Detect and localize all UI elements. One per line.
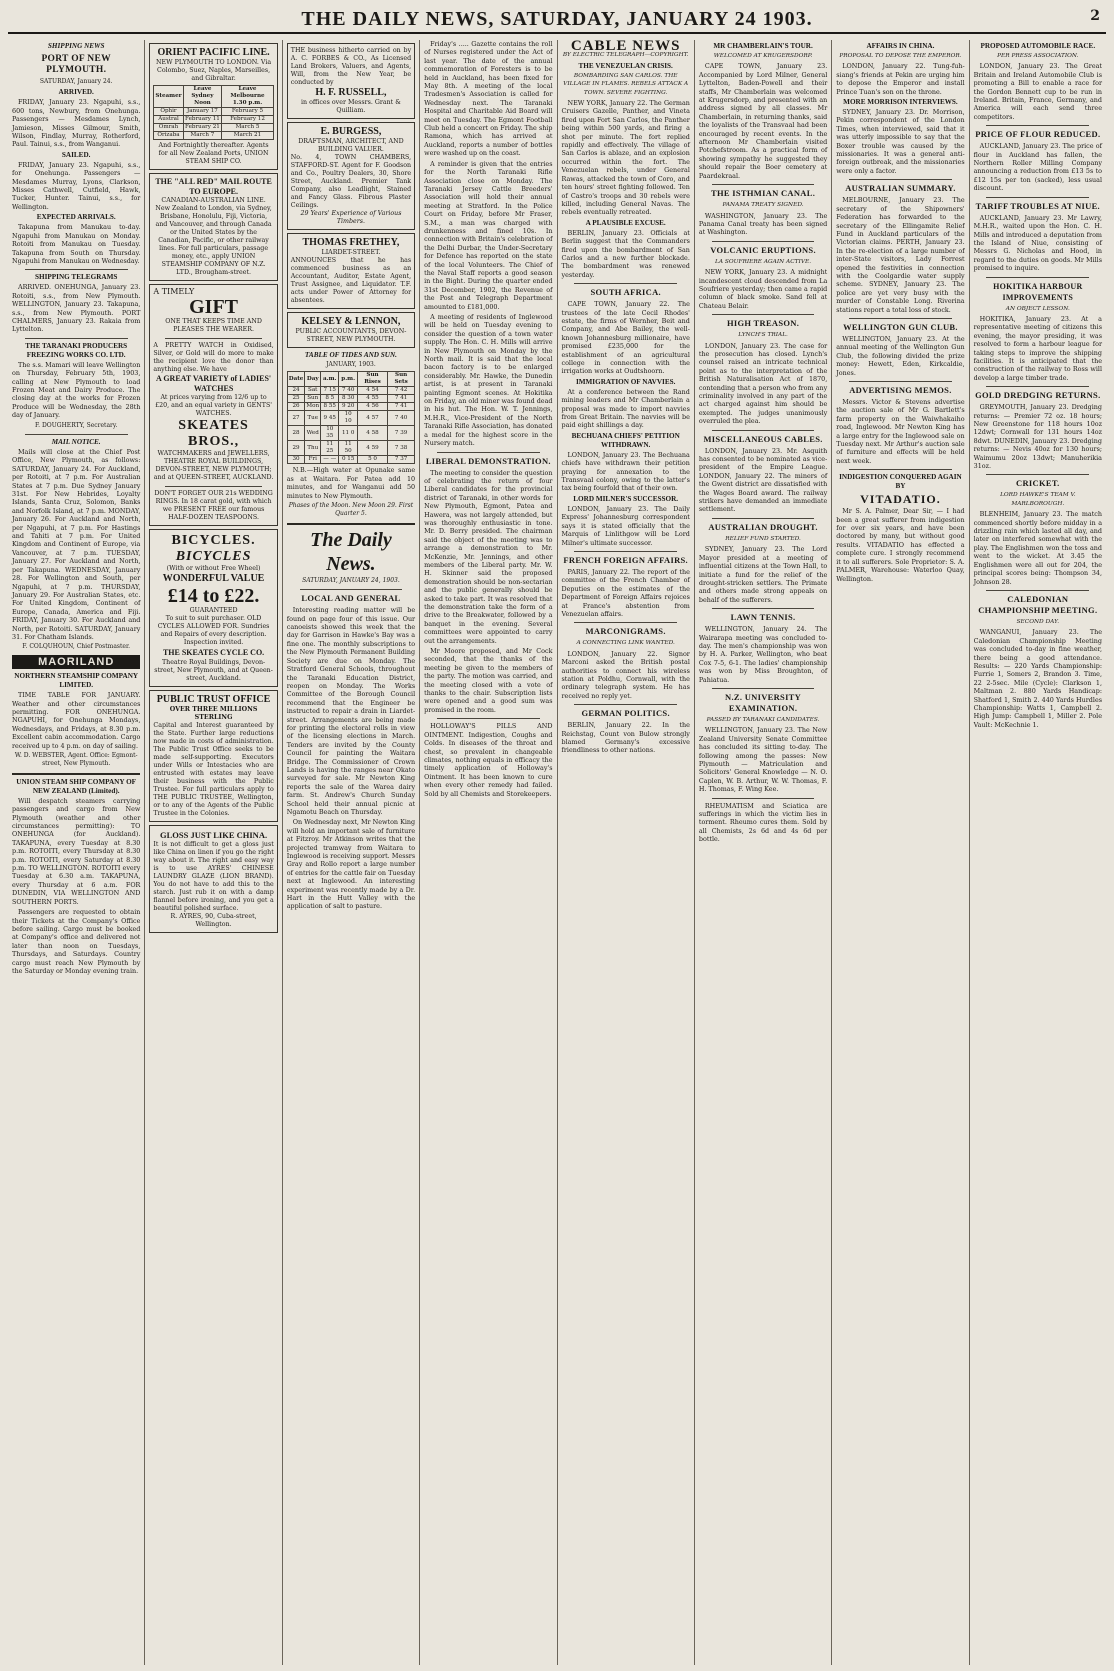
orient-table-cell: February 11: [185, 116, 220, 122]
treason-text: LONDON, January 23. The case for the prosecution has closed. Lynch's counsel raised an intricate technical point as to the interpretation of the British Naturalisation Act of 1870, contending that a person who from any criminality involved in any part of the act charged against him should be exempted. The judges unanimously overruled the plea.: [698, 341, 828, 426]
gift-prices: At prices varying from 12/6 up to £20, and an equal variety in GENTS' WATCHES.: [155, 394, 272, 417]
dateline: SATURDAY, January 24.: [39, 78, 113, 85]
gift-body: A PRETTY WATCH in Oxidised, Silver, or Gold will do more to make the recipient love the donor than anything else. We have: [153, 342, 274, 373]
tides-cell: 9 20: [339, 403, 357, 411]
morrison-heading: MORE MORRISON INTERVIEWS.: [843, 98, 958, 107]
burgess-text: No. 4, TOWN CHAMBERS, STAFFORD-ST. Agent for F. Goodson and Co., Poultry Dealers, 30, Shore Street, Auckland. Premier Tank Company, also Leadlight, Stained and Fancy Glass. Fibrous Plaster Ceilings.: [290, 154, 412, 209]
tides-cell: 10 10: [339, 411, 357, 426]
drought-text: SYDNEY, January 23. The Lord Mayor presided at a meeting of influential citizens at the Town Hall, to initiate a fund for the relief of the drought-stricken settlers. The Primate and others made strong appeals on behalf of the sufferers.: [698, 545, 828, 604]
gloss-text: It is not difficult to get a gloss just like China on linen if you go the right way about it. The right and easy way is to use AYRES' CHINESE LAUNDRY GLAZE (LION BRAND). You do not have to add this to the starch. Just rub it on with a damp flannel before ironing, and you get a beautiful polished surface.: [153, 841, 274, 912]
orient-note: And Fortnightly thereafter. Agents for all New Zealand Ports, UNION STEAM SHIP CO.: [158, 142, 269, 165]
tides-cell: 7 39: [388, 426, 415, 441]
divider: [712, 184, 815, 185]
tides-cell: 25: [287, 395, 305, 403]
tides-cell: Wed: [305, 426, 321, 441]
university-sub: PASSED BY TARANAKI CANDIDATES.: [706, 716, 820, 723]
vitadatio-heading: VITADATIO.: [860, 492, 941, 507]
chamberlain-text: CAPE TOWN, January 23. Accompanied by Lord Milner, General Lyttelton, Baden-Powell and their staffs, Mr Chamberlain was welcomed at Krugersdorp, and presented with an address signed by all classes. Mr Chamberlain, in returning thanks, said the loyalists of the Transvaal had been encouraged by recent events. In the afternoon Mr Chamberlain visited Potchefstroom. As a practical form of showing sympathy he suggested they should repair the Boer cemetery at Paardekraal.: [698, 62, 828, 180]
mail-signature: F. COLQUHOUN, Chief Postmaster.: [22, 643, 131, 651]
divider: [712, 608, 815, 609]
cricket-text: BLENHEIM, January 23. The match commenced shortly before midday in a drizzling rain which lasted all day, and later on interfered somewhat with the play. The Englishmen won the toss and went to the wicket. At 3.45 the Englishmen were all out for 204, the principal scores being: Thompson 34, Johnson 28.: [973, 510, 1102, 586]
tides-cell: 4 57: [357, 411, 387, 426]
navvies-heading: IMMIGRATION OF NAVVIES.: [575, 377, 676, 386]
news-paragraph-3: A meeting of residents of Inglewood will be held on Tuesday evening to consider the question of a town water supply. The Hon. C. H. Mills will arrive in New Plymouth on Monday by the North mail. It is said that the local bacon factory is to be enlarged considerably. Mr. Hawke, the Dunedin artist, is at present in Taranaki painting Egmont scenes. At Hokitika on Friday, an old miner was found dead in his hut. The Hon. W. T. Jennings, M.H.R., Vice-President of the North Taranaki Rifle Association, has donated a medal for the highest score in the Nursery match.: [424, 313, 553, 448]
bicycles-ad: [149, 529, 277, 687]
rings-text: DON'T FORGET OUR 21s WEDDING RINGS. In 18 carat gold, with which we PRESENT FREE our famous HALF-DOZEN TEASPOONS.: [154, 490, 273, 521]
tides-cell: 7 38: [388, 441, 415, 456]
milner-heading: LORD MILNER'S SUCCESSOR.: [573, 494, 679, 503]
south-africa-text: CAPE TOWN, January 22. The trustees of the late Cecil Rhodes' estate, the firms of Wernher, Beit and Company, and Abe Bailey, the well-known Johannesburg millionaire, have promised £235,000 for the establishment of an agricultural college in connection with the irrigation works at Oudtshoorn.: [561, 300, 690, 376]
tides-row: [287, 403, 414, 411]
russell-ad: [287, 43, 415, 119]
tides-row: [287, 456, 414, 464]
allred-heading: THE "ALL RED" MAIL ROUTE TO EUROPE.: [155, 177, 272, 196]
gift-title: GIFT: [189, 296, 239, 318]
race-heading: PROPOSED AUTOMOBILE RACE.: [980, 42, 1096, 50]
german-text: BERLIN, January 22. In the Reichstag, Count von Bulow strongly blamed Germany's excessive friendliness to other nations.: [561, 721, 690, 755]
nss-heading: NORTHERN STEAMSHIP COMPANY LIMITED.: [14, 672, 139, 690]
tides-note: N.B.—High water at Opunake same as at Waitara. For Patea add 10 minutes, and for Wanganui add 50 minutes to New Plymouth.: [286, 466, 416, 500]
producers-heading: THE TARANAKI PRODUCERS FREEZING WORKS CO. LTD.: [25, 341, 128, 359]
burgess-ad: [287, 122, 415, 230]
niue-heading: TARIFF TROUBLES AT NIUE.: [975, 200, 1100, 211]
university-text: WELLINGTON, January 23. The New Zealand University Senate Committee has concluded its sitting to-day. The following among the passes: New Plymouth — Matriculation and Solicitors' General Knowledge — N. O. Caplen, W. B. Arthur, W. W. Thomas, F. H. Thomas, F. Wing Kee.: [698, 726, 828, 794]
tides-cell: 7 37: [388, 456, 415, 464]
gloss-heading: GLOSS JUST LIKE CHINA.: [160, 830, 268, 840]
volcanic-text: NEW YORK, January 23. A midnight incandescent cloud descended from La Soufriere yesterday; then came a rapid column of black smoke. Sand fell at Chateau Belair.: [698, 268, 828, 310]
divider: [849, 381, 952, 382]
arrived-text: FRIDAY, January 23. Ngapuhi, s.s., 600 tons, Newbury, from Onehunga. Passengers — Mesdames Lynch, Jamieson, Misses Gilmour, Smith, Wilson, Findlay, Murray, Rotherford, Paul. Tainui, s.s., from Wanganui.: [12, 98, 141, 149]
tides-cell: 0 15: [339, 456, 357, 464]
orient-text: NEW PLYMOUTH TO LONDON. Via Colombo, Suez, Naples, Marseilles, and Gibraltar.: [156, 59, 272, 82]
orient-table-cell: Austral: [154, 116, 183, 124]
orient-table-row: [154, 132, 273, 140]
divider: [712, 314, 815, 315]
tides-cell: 7 40: [339, 387, 357, 395]
bicycles-heading-2: BICYCLES: [175, 549, 252, 564]
excuse-text: BERLIN, January 23. Officials at Berlin suggest that the Commanders fired upon the bombardment of San Carlos and a new further blockade. The bombardment was renewed yesterday.: [561, 228, 690, 279]
divider: [849, 469, 952, 470]
tides-month: JANUARY, 1903.: [326, 361, 376, 368]
advertising-text: Messrs. Victor & Stevens advertise the auction sale of Mr G. Bartlett's farm property on the Waiwhakaiho road, Inglewood. Mr Newton King has a large entry for the Inglewood sale on Tuesday next. Mr Arthur's auction sale of furniture and effects will be held next week.: [836, 398, 965, 465]
volcanic-heading: VOLCANIC ERUPTIONS.: [710, 244, 816, 255]
tides-cell: 29: [287, 441, 305, 456]
maoriland-banner: MAORILAND: [12, 655, 140, 669]
tides-cell: — —: [321, 456, 339, 464]
gloss-signature: R. AYRES, 90, Cuba-street, Wellington.: [170, 913, 257, 928]
producers-text: The s.s. Mamari will leave Wellington on Thursday, February 5th, 1903, calling at New Plymouth to load Frozen Meat and Dairy Produce. The closing day at the works for Frozen Produce will be Wednesday, the 28th day of January.: [12, 360, 141, 420]
tides-column-header: Sun Sets: [388, 372, 415, 387]
chamberlain-sub: WELCOMED AT KRUGERSDORP.: [713, 53, 813, 59]
tennis-heading: LAWN TENNIS.: [730, 612, 796, 623]
divider: [712, 430, 815, 431]
french-text: PARIS, January 22. The report of the committee of the French Chamber of Deputies on the estimates of the Department of Foreign Affairs rejoices at France's abstention from Venezuelan affairs.: [561, 567, 690, 618]
milner-text: LONDON, January 23. The Daily Express' Johannesburg correspondent says it is stated officially that the Marquis of Linlithgow will be Lord Milner's ultimate successor.: [561, 504, 690, 547]
misc-cables-heading: MISCELLANEOUS CABLES.: [703, 433, 823, 444]
divider: [25, 338, 128, 339]
china-sub: PROPOSAL TO DEPOSE THE EMPEROR.: [839, 53, 962, 59]
column-4: [420, 40, 557, 1665]
isthmian-text: WASHINGTON, January 23. The Panama Canal treaty has been signed at Washington.: [698, 211, 828, 237]
flour-text: AUCKLAND, January 23. The price of flour in Auckland has fallen, the Northern Roller Milling Company announcing a reduction from £13 5s to £12 15s per ton (sacked), less usual discount.: [973, 142, 1102, 193]
tides-column-header: Sun Rises: [357, 372, 387, 387]
sailed-heading: SAILED.: [61, 150, 91, 159]
russell-name: H. F. RUSSELL,: [315, 87, 387, 98]
tides-cell: 7 40: [388, 411, 415, 426]
race-text: LONDON, January 23. The Great Britain and Ireland Automobile Club is promoting a Bill to enable a race for the Gordon Bennett cup to be run in Ireland. Britain, France, Germany, and America will each send three competitors.: [973, 62, 1102, 121]
gun-club-text: WELLINGTON, January 23. At the annual meeting of the Wellington Gun Club, the following divided the prize money: Hewett, Eden, Kirkcaldie, Jones.: [836, 334, 965, 377]
tides-cell: 28: [287, 426, 305, 441]
bicycles-more: To suit to suit purchaser. OLD CYCLES ALLOWED FOR. Sundries and Repairs of every description. Inspection invited.: [157, 615, 270, 646]
nss-text: TIME TABLE FOR JANUARY. Weather and other circumstances permitting. FOR ONEHUNGA. NGAPUHI, for Onehunga Mondays, Wednesdays, and Fridays, at 8.30 p.m. Excellent cabin accommodation. Cargo received up to 4 p.m. on day of sailing.: [12, 691, 141, 750]
shipping-news-heading: SHIPPING NEWS: [47, 42, 105, 50]
cricket-heading: CRICKET.: [1016, 478, 1060, 489]
tides-column-header: Date: [287, 372, 305, 387]
caledonian-text: WANGANUI, January 23. The Caledonian Championship Meeting was concluded to-day in fine weather, there being a good attendance. Results: — 220 Yards Championship: Furrie 1, Somers 2, Brandon 3. Time, 22 2-5sec. Mile (Cycle): Clarkson 1, Maltman 2. 880 Yards Handicap: Shatford 1, Smith 2. 440 Yards Hurdles Championship: Watts 1, Campbell 2. High Jump: Campbell 1, Miller 2. Pole Vault: McKechnie 1.: [973, 628, 1102, 729]
orient-ad: [149, 43, 277, 170]
university-heading: N.Z. UNIVERSITY EXAMINATION.: [725, 691, 802, 713]
morrison-text: SYDNEY, January 23. Dr. Morrison, Pekin correspondent of the London Times, when interviewed, said that it was utterly impossible to say that the Boxer trouble was caused by the missionaries. It was a general anti-foreign outbreak, and the missionaries were only a factor.: [836, 108, 965, 175]
caledonian-sub: SECOND DAY.: [1016, 618, 1060, 625]
aus-summary-heading: AUSTRALIAN SUMMARY.: [845, 183, 956, 194]
volcanic-sub: LA SOUFRIERE AGAIN ACTIVE.: [715, 258, 812, 265]
tides-cell: Sun: [305, 395, 321, 403]
gold-text: GREYMOUTH, January 23. Dredging returns: — Premier 72 oz. 18 hours; New Greenstone for 118 hours 10oz 12dwt; Cornwall for 131 hours 14oz 8dwt. DUNEDIN, January 23. Dredging returns: — Nevis 40oz for 130 hours; Waimumu 20oz 13dwt; Manuherikia 31oz.: [973, 403, 1102, 471]
caledonian-heading: CALEDONIAN CHAMPIONSHIP MEETING.: [978, 593, 1098, 615]
south-africa-heading: SOUTH AFRICA.: [590, 287, 661, 298]
masthead-title: THE DAILY NEWS, SATURDAY, JANUARY 24 1903.: [301, 8, 813, 30]
uss-text: Will despatch steamers carrying passengers and cargo from New Plymouth (weather and other circumstances permitting): TO ONEHUNGA (for Auckland). TAKAPUNA, every Tuesday at 8.30 p.m. ROTOITI, every Thursday at 8.30 p.m. ROTOITI, every Saturday at 8.30 p.m. TO WELLINGTON. ROTOITI every Tuesday at 6.30 a.m. TAKAPUNA, every Thursday at 6 a.m. FOR DUNEDIN, VIA WELLINGTON AND SOUTHERN PORTS.: [12, 796, 141, 906]
tides-cell: 8 5: [321, 395, 339, 403]
chamberlain-heading: MR CHAMBERLAIN'S TOUR.: [713, 42, 813, 50]
page-number: 2: [1090, 8, 1100, 24]
tides-cell: 7 41: [388, 395, 415, 403]
burgess-sub: DRAFTSMAN, ARCHITECT, AND BUILDING VALUER.: [298, 138, 404, 153]
holloway-ad: HOLLOWAY'S PILLS AND OINTMENT. Indigestion, Coughs and Colds. In diseases of the throat and chest, so prevalent in changeable climates, nothing equals in efficacy the timely application of Holloway's Ointment. It has been known to cure when every other remedy had failed. Sold by all Chemists and Storekeepers.: [424, 722, 553, 798]
tides-column-header: p.m.: [339, 372, 357, 387]
orient-table-cell: Ophir: [154, 108, 183, 116]
excuse-heading: A PLAUSIBLE EXCUSE.: [585, 218, 666, 227]
tides-cell: 9 45: [321, 411, 339, 426]
local-general-heading: LOCAL AND GENERAL: [301, 593, 401, 604]
cycle-co-address: Theatre Royal Buildings, Devon-street, New Plymouth, and at Queen-street, Auckland.: [154, 659, 273, 682]
bicycles-sub: (With or without Free Wheel): [166, 565, 261, 572]
china-text: LONDON, January 22. Tung-fuh-siang's friends at Pekin are urging him to depose the Emperor and install Prince Tuan's son on the throne.: [836, 62, 965, 96]
tides-cell: 4 55: [357, 395, 387, 403]
marconi-text: LONDON, January 22. Signor Marconi asked the British postal authorities to connect his wireless station at Poldhu, Cornwall, with the ordinary telegraph system. He has received no reply yet.: [561, 649, 690, 700]
public-trust-sub: OVER THREE MILLIONS STERLING: [169, 706, 258, 721]
telegrams-heading: SHIPPING TELEGRAMS: [35, 273, 118, 282]
vitadatio-text: Mr S. A. Palmer, Dear Sir, — I had been a great sufferer from indigestion for over six years, and have been doctored by many, but without good results. VITADATIO has effected a complete cure. I strongly recommend it to all sufferers. Sole Proprietor: S. A. PALMER, Warehouse: Waterloo Quay, Wellington.: [836, 507, 965, 583]
divider: [300, 589, 403, 590]
divider: [986, 197, 1089, 198]
bicycles-heading: BICYCLES.: [171, 533, 256, 548]
divider: [986, 386, 1089, 387]
tides-cell: 7 42: [388, 387, 415, 395]
frethey-sub: LIARDET-STREET.: [321, 249, 381, 256]
tides-table: [287, 371, 415, 464]
orient-table-cell: February 12: [222, 116, 274, 124]
news-paragraph-2: A reminder is given that the entries for the North Taranaki Rifle Association close on Monday. The Taranaki Jersey Cattle Breeders' Association will hold their annual meeting at Stratford. In the Police Court on Friday, before Mr Fraser, S.M., a man was charged with drunkenness and fined 10s. In connection with Britain's celebration of the Delhi Durbar, the Under-Secretary for Defence has reported on the state of the local Volunteers. The Chief of the Naval Staff reports a good season in the Bight. During the quarter ended 31st December, 1902, the Revenue of the Post and Telegraph Department amounted to £181,000.: [424, 159, 553, 311]
venezuela-sub: BOMBARDING SAN CARLOS. THE VILLAGE IN FLAMES. REBELS ATTACK A TOWN. SEVERE FIGHTING.: [563, 72, 689, 96]
tides-cell: 11 50: [339, 441, 357, 456]
divider: [712, 241, 815, 242]
gift-tagline: ONE THAT KEEPS TIME AND PLEASES THE WEARER.: [165, 318, 262, 333]
cable-news-heading: CABLE NEWS: [570, 40, 681, 54]
divider: [986, 590, 1089, 591]
orient-table-row: [154, 108, 273, 116]
kelsey-name: KELSEY & LENNON,: [301, 316, 401, 327]
orient-table-cell: Omrah: [154, 124, 183, 132]
advertising-heading: ADVERTISING MEMOS.: [849, 385, 952, 395]
news-paragraph-1: Friday's ..... Gazette contains the roll of Nurses registered under the Act of last year. The date of the annual commemoration of Foresters is to be held in Auckland, has been fixed for May 8th. A meeting of the local Tradesmen's Association is called for Wednesday next. The Taranaki Hospital and Charitable Aid Board will meet on Tuesday. The Egmont Football Club held a concert on Friday. The ship Ramona, which has arrived at Auckland, reports a number of bottles were washed up on the coast.: [424, 40, 553, 158]
treason-heading: HIGH TREASON.: [726, 318, 800, 329]
gift-variety: A GREAT VARIETY of LADIES' WATCHES: [155, 374, 272, 393]
tides-cell: 24: [287, 387, 305, 395]
skeates-sub: WATCHMAKERS and JEWELLERS,: [157, 450, 270, 457]
tides-row: [287, 411, 414, 426]
tides-cell: 26: [287, 403, 305, 411]
cricket-sub: LORD HAWKE'S TEAM V. MARLBOROUGH.: [1000, 492, 1076, 507]
marconi-heading: MARCONIGRAMS.: [585, 626, 666, 637]
divider: [849, 179, 952, 180]
kelsey-ad: [287, 312, 415, 348]
orient-table: [153, 85, 273, 140]
divider: [986, 125, 1089, 126]
uss-heading: UNION STEAM SHIP COMPANY OF NEW ZEALAND (Limited).: [16, 777, 137, 795]
divider: [165, 338, 261, 339]
cycle-co-name: THE SKEATES CYCLE CO.: [162, 648, 265, 657]
divider: [712, 798, 815, 799]
frethey-ad: [287, 233, 415, 309]
tides-cell: 4 59: [357, 441, 387, 456]
daily-news-date: SATURDAY, JANUARY 24, 1903.: [302, 576, 400, 584]
telegrams-text: ARRIVED. ONEHUNGA, January 23. Rotoiti, s.s., from New Plymouth. WELLINGTON, January 23. Takapuna, s.s., from New Plymouth. PORT CHALMERS, January 23. Rakaia from Lyttelton.: [12, 283, 141, 334]
indigestion-heading: INDIGESTION CONQUERED AGAIN BY: [839, 473, 962, 491]
divider: [287, 523, 415, 525]
public-trust-heading: PUBLIC TRUST OFFICE: [156, 694, 271, 705]
bicycles-value: WONDERFUL VALUE: [162, 573, 265, 584]
china-heading: AFFAIRS IN CHINA.: [866, 42, 935, 50]
tides-row: [287, 426, 414, 441]
tides-row: [287, 387, 414, 395]
hokitika-heading: HOKITIKA HARBOUR IMPROVEMENTS: [993, 281, 1083, 302]
orient-table-cell: Orizaba: [154, 132, 183, 140]
rheumo-ad: RHEUMATISM and Sciatica are sufferings in which the victim lies in torment. Rheumo cures them. Sold by all Chemists, 2s 6d and 4s 6d per bottle.: [698, 801, 828, 844]
russell-tail: in offices over Messrs. Grant & Quilliam.: [301, 99, 401, 114]
gun-club-heading: WELLINGTON GUN CLUB.: [843, 321, 958, 332]
masthead: [8, 6, 1106, 34]
divider: [25, 269, 128, 270]
tides-cell: 7 41: [388, 403, 415, 411]
hokitika-sub: AN OBJECT LESSON.: [1005, 305, 1070, 312]
public-trust-text: Capital and Interest guaranteed by the State. Further large reductions now made in costs of administration. The Public Trust Office seeks to be made self-supporting. Executors under Wills or Intestacies who are entrusted with estates may leave their business with the Public Trustee. For full particulars apply to THE PUBLIC TRUSTEE, Wellington, or to any of the Agents of the Public Trustee in the Colonies.: [153, 722, 274, 817]
column-3: [283, 40, 420, 1665]
tides-cell: 5 0: [357, 456, 387, 464]
frethey-text: ANNOUNCES that he has commenced business as an Accountant, Auditor, Estate Agent, Trust Assignee, and Liquidator. T.F. acts under Power of Attorney for absentees.: [290, 257, 412, 304]
liberal-text-2: Mr Moore proposed, and Mr Cock seconded, that the thanks of the meeting be given to the members of the party. The motion was carried, and the meeting closed with a vote of thanks to the chair. Subscription lists were opened and a good sum was promised in the room.: [424, 647, 553, 714]
bechuana-heading: BECHUANA CHIEFS' PETITION WITHDRAWN.: [571, 431, 680, 449]
tides-cell: 10 35: [321, 426, 339, 441]
arrived-heading: ARRIVED.: [58, 88, 94, 97]
divider: [712, 688, 815, 689]
cable-news-sub: BY ELECTRIC TELEGRAPH—COPYRIGHT.: [562, 52, 689, 59]
bicycles-guarantee: GUARANTEED: [189, 607, 238, 614]
column-7: [832, 40, 969, 1665]
orient-table-cell: Leave Sydney Noon: [183, 86, 222, 108]
divider: [574, 622, 677, 623]
isthmian-sub: PANAMA TREATY SIGNED.: [722, 202, 804, 209]
column-2: [145, 40, 282, 1665]
divider: [712, 518, 815, 519]
orient-table-cell: Leave Melbourne 1.30 p.m.: [222, 86, 274, 108]
tides-cell: 7 15: [321, 387, 339, 395]
divider: [574, 283, 677, 284]
tides-cell: Fri: [305, 456, 321, 464]
moon-phases: Phases of the Moon. New Moon 29. First Quarter 5.: [288, 502, 414, 518]
divider: [574, 704, 677, 705]
tides-cell: Thu: [305, 441, 321, 456]
treason-sub: LYNCH'S TRIAL.: [738, 332, 788, 339]
tides-cell: 8 30: [339, 395, 357, 403]
liberal-text: The meeting to consider the question of celebrating the return of four Liberal candidates for the provincial district of Taranaki, in other words for New Plymouth, Egmont, Patea and Hawera, was not largely attended, but was thoroughly enthusiastic in tone. Mr. D. Berry presided. The chairman said the object of the meeting was to arrange a demonstration to Mr. McKenzie, Mr. Jennings, and other members of the Liberal party. Mr. W. H. Skinner said the proposed demonstration should be non-sectarian and the public generally should be asked to take part. It was resolved that the demonstration take the form of a drive to the Breakwater, followed by a banquet in the evening. Several committees were appointed to carry out the arrangements.: [424, 468, 553, 645]
mail-heading: MAIL NOTICE.: [51, 438, 101, 446]
gold-heading: GOLD DREDGING RETURNS.: [975, 390, 1101, 401]
divider: [437, 718, 540, 719]
orient-table-cell: January 17: [183, 108, 222, 116]
divider: [849, 318, 952, 319]
tides-cell: Tue: [305, 411, 321, 426]
race-sub: PER PRESS ASSOCIATION.: [997, 53, 1079, 59]
orient-heading: ORIENT PACIFIC LINE.: [157, 47, 270, 58]
niue-text: AUCKLAND, January 23. Mr Lawry, M.H.R., waited upon the Hon. C. H. Mills and introduced a deputation from the Island of Niue, consisting of Messrs G. Nicholas and Hood, in regard to the duties on goods. Mr Mills promised to inquire.: [973, 213, 1102, 273]
russell-text: THE business hitherto carried on by A. C. FORBES & CO., As Licensed Land Brokers, Valuers, and Agents, Will, from the New Year, be conducted by: [290, 47, 412, 86]
skeates-name: SKEATES BROS.,: [178, 418, 249, 449]
tides-cell: 11 25: [321, 441, 339, 456]
orient-table-cell: March 21: [222, 132, 274, 140]
tides-row: [287, 395, 414, 403]
local-general-text-2: On Wednesday next, Mr Newton King will hold an important sale of furniture at Fitzroy. Mr Atkinson writes that the projected tramway from Waitara to Inglewood is receiving support. Messrs Gray and Rollo report a large number of entries for the cattle fair on Tuesday next at Inglewood. An interesting experiment was recently made by a Dr. Hart in the Hutt Valley with the application of salt to pasture.: [286, 818, 416, 911]
gift-ad: [149, 284, 277, 526]
liberal-heading: LIBERAL DEMONSTRATION.: [425, 455, 551, 466]
tides-cell: 8 55: [321, 403, 339, 411]
bechuana-text: LONDON, January 23. The Bechuana chiefs have withdrawn their petition praying for annexation to the Transvaal colony, owing to the latter's tax being fourfold that of their own.: [561, 450, 690, 493]
tides-cell: Sat: [305, 387, 321, 395]
divider: [25, 434, 128, 435]
daily-news-title: The Daily News.: [310, 528, 392, 575]
drought-heading: AUSTRALIAN DROUGHT.: [708, 521, 818, 532]
tides-row: [287, 441, 414, 456]
tides-cell: 4 58: [357, 426, 387, 441]
tides-cell: 30: [287, 456, 305, 464]
divider: [986, 277, 1089, 278]
flour-heading: PRICE OF FLOUR REDUCED.: [975, 129, 1101, 140]
tides-cell: 11 0: [339, 426, 357, 441]
orient-table-cell: March 7: [183, 132, 222, 140]
nss-signature: W. D. WEBSTER, Agent. Office: Egmont-street, New Plymouth.: [14, 752, 138, 768]
expected-text: Takapuna from Manukau to-day. Ngapuhi from Manukau on Monday. Rotoiti from Manukau on Tuesday. Takapuna from South on Thursday. Ngapuhi from Manukau on Wednesday.: [12, 223, 141, 265]
misc-cables-text: LONDON, January 23. Mr. Asquith has consented to be nominated as vice-president of the Empire League. LONDON, January 22. The miners of the Gwent district are dissatisfied with the Wages Board award. The railway strikers have demanded an immediate settlement.: [698, 446, 828, 514]
mail-text: Mails will close at the Chief Post Office, New Plymouth, as follows: SATURDAY, January 24. For Auckland, per Rotoiti, at 7 p.m. For Australian States at 7 p.m. Due Sydney January 31st. For New Hebrides, Loyalty Islands, Santa Cruz, Solomon, Banks and Norfolk Island, at 7 p.m. MONDAY, January 26. For Auckland and North, per Ngapuhi, at 7 p.m. For Hastings and Tahiti at 7 p.m. For United Kingdom and Continent of Europe, via Vancouver, at 7 p.m. TUESDAY, January 27. For Auckland and North, per Takapuna. WEDNESDAY, January 28. For Wellington and South, per Ngapuhi, at 7 p.m. THURSDAY, January 29. For Australian States, etc. For United Kingdom, Continent of Europe, Canada, America and Fiji. FRIDAY, January 30. For Auckland and North, per Rotoiti. SATURDAY, January 31. For Chatham Islands.: [12, 448, 141, 641]
orient-table-cell: February 5: [222, 108, 274, 116]
column-1: [8, 40, 145, 1665]
orient-table-cell: March 5: [222, 124, 274, 132]
tides-column-header: Day: [305, 372, 321, 387]
expected-heading: EXPECTED ARRIVALS.: [36, 213, 116, 222]
allred-ad: [149, 173, 277, 281]
drought-sub: RELIEF FUND STARTED.: [725, 535, 801, 542]
tides-cell: 4 56: [357, 403, 387, 411]
burgess-name: E. BURGESS,: [320, 126, 382, 137]
isthmian-heading: THE ISTHMIAN CANAL.: [710, 188, 816, 199]
tides-cell: 4 54: [357, 387, 387, 395]
column-5: [558, 40, 695, 1665]
divider: [986, 474, 1089, 475]
divider: [437, 452, 540, 453]
orient-table-cell: Steamer: [154, 86, 183, 108]
orient-table-header: [154, 86, 273, 108]
divider: [574, 551, 677, 552]
sailed-text: FRIDAY, January 23. Ngapuhi, s.s., for Onehunga. Passengers — Mesdames Murray, Lyons, Clarkson, Misses Cathwell, Cutfield, Hawk, Tucker, Hunter. Tainui, s.s., for Wellington.: [12, 160, 141, 211]
tennis-text: WELLINGTON, January 24. The Wairarapa meeting was concluded to-day. The men's championship was won by H. A. Parker, Wellington, who beat Cox 7-5, 6-1. The ladies' championship was won by Miss Broughton, of Pahiatua.: [698, 625, 828, 684]
french-heading: FRENCH FOREIGN AFFAIRS.: [563, 554, 688, 565]
port-heading: PORT OF NEW PLYMOUTH.: [41, 54, 111, 75]
column-8: [970, 40, 1106, 1665]
local-general-text: Interesting reading matter will be found on page four of this issue. Our canoeists showed this week that the day for Garrison in Hawke's Bay was a fine one. The monthly subscriptions to the New Plymouth Permanent Building Society are due on Monday. The Stratford General Schools, throughout the Taranaki Education District, reopen on Monday. The Works Committee of the Borough Council recommend that the Engineer be instructed to repair a drain in Liardet-street. Arrangements are being made for printing the electoral rolls in view of the licensing elections in March. Tenders are invited by the County Council for painting the Waitara Bridge. The Commissioner of Crown Lands is having the ranges near Okato surveyed for sale. Mr Newton King reports the sale of the Warea dairy farm. St. Andrew's Church Sunday School held their annual picnic at Ngamotu Beach on Thursday.: [286, 606, 416, 816]
burgess-experience: 29 Years' Experience of Various Timbers.: [300, 210, 402, 225]
gloss-ad: [149, 825, 277, 933]
frethey-name: THOMAS FRETHEY,: [302, 237, 400, 248]
column-6: [695, 40, 832, 1665]
venezuela-heading: THE VENEZUELAN CRISIS.: [578, 61, 673, 70]
tides-cell: Mon: [306, 403, 320, 410]
tides-cell: 27: [287, 411, 305, 426]
divider: [12, 773, 140, 775]
uss-text-2: Passengers are requested to obtain their Tickets at the Company's Office before sailing. Cargo must be booked at Company's office and delivered not later than noon on Tuesdays, Thursdays, and Saturdays. Country cargo must reach New Plymouth by the Saturday or Monday evening train.: [12, 908, 141, 975]
bicycles-price: £14 to £22.: [167, 585, 260, 607]
hokitika-text: HOKITIKA, January 23. At a representative meeting of citizens this evening, the mayor presiding, it was resolved to form a harbour league for taking steps to improve the shipping facilities. It is anticipated that the construction of the railway to Ross will develop a large timber trade.: [973, 314, 1102, 382]
tides-column-header: a.m.: [321, 372, 339, 387]
navvies-text: At a conference between the Rand mining leaders and Mr Chamberlain a proposal was made to import navvies from Great Britain. The navvies will be paid eight shillings a day.: [561, 387, 690, 430]
orient-table-row: [154, 116, 273, 124]
german-heading: GERMAN POLITICS.: [581, 708, 670, 719]
skeates-address: THEATRE ROYAL BUILDINGS, DEVON-STREET, NEW PLYMOUTH; and at QUEEN-STREET, AUCKLAND.: [153, 458, 274, 481]
kelsey-sub: PUBLIC ACCOUNTANTS, DEVON-STREET, NEW PLYMOUTH.: [295, 328, 407, 343]
venezuela-text: NEW YORK, January 22. The German Cruisers Gazelle, Panther, and Vineta fired upon Fort San Carlos, the Panther being within 500 yards, and firing a shot per minute. The fort replied rapidly and effectively. The village of San Carlos is ablaze, and an explosion occurred within the fort. The Venezuelan rebels, under General Rawas, attacked the town of Coro, and ten hours' street fighting followed. Ten of Castro's troops and 30 rebels were killed, including General Navas. The rebels eventually retreated.: [561, 99, 690, 217]
allred-text: CANADIAN-AUSTRALIAN LINE. New Zealand to London, via Sydney, Brisbane, Honolulu, Fiji, Victoria, and Vancouver, and through Canada or the United States by the Canadian, Pacific, or other railway lines. For full particulars, passage money, etc., apply UNION STEAMSHIP COMPANY OF N.Z. LTD., Brougham-street.: [155, 197, 272, 276]
marconi-sub: A CONNECTING LINK WANTED.: [576, 640, 675, 647]
aus-summary-text: MELBOURNE, January 23. The secretary of the Shipowners' Federation has forwarded to the secretary of the Ellingamite Relief Fund in Auckland particulars of the Victorian claims. PERTH, January 23. In the re-election of a large number of inter-State visitors, Lady Forrest opened the festivities in connection with the Coolgardie water supply scheme. SYDNEY, January 23. The police are yet very busy with the murder of Constable Long. Riverina stations report a total loss of stock.: [836, 196, 965, 314]
producers-signature: F. DOUGHERTY, Secretary.: [34, 421, 118, 429]
public-trust-ad: [149, 690, 277, 822]
columns: [8, 40, 1106, 1665]
tides-heading: TABLE OF TIDES AND SUN.: [304, 351, 397, 359]
orient-table-row: [154, 124, 273, 132]
divider: [165, 486, 261, 487]
gift-pre: A TIMELY: [153, 287, 195, 296]
orient-table-cell: February 21: [185, 124, 220, 130]
